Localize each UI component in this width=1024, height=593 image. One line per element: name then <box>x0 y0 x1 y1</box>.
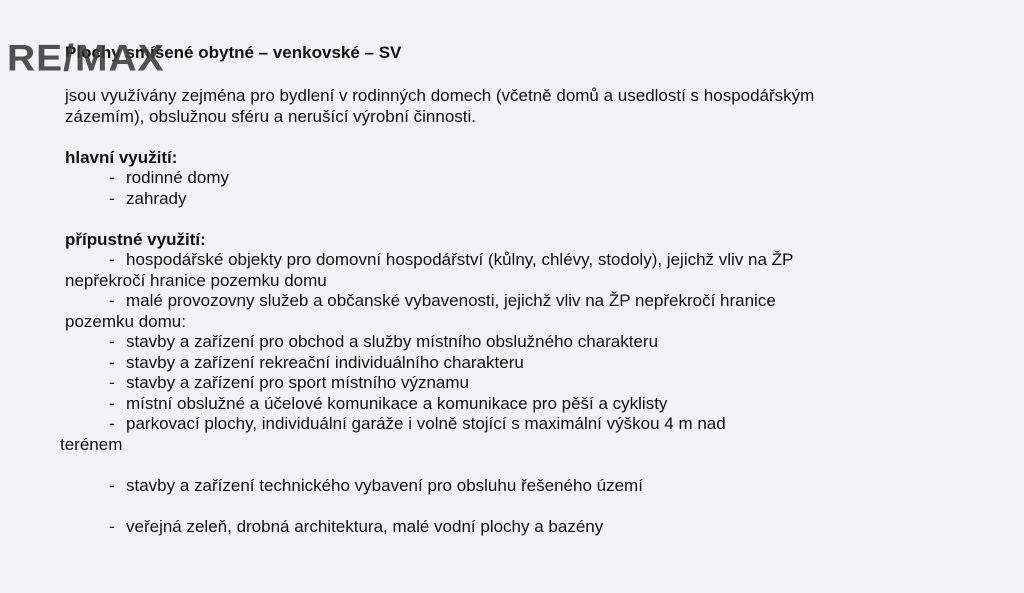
bullet-dash: - <box>109 250 115 269</box>
bullet-dash: - <box>109 188 115 208</box>
list-item-text: stavby a zařízení pro obchod a služby místního obslužného charakteru <box>126 332 659 351</box>
document-body <box>60 86 945 537</box>
list-item-text: rodinné domy <box>126 168 230 187</box>
page-title: Plochy smíšené obytné – venkovské – SV <box>65 43 402 62</box>
list-item-text: malé provozovny služeb a občanské vybavenosti, jejichž vliv na ŽP nepřekročí hranice <box>126 291 776 310</box>
spacer <box>65 209 945 230</box>
bullet-dash: - <box>109 475 115 495</box>
list-item <box>65 476 945 497</box>
bullet-dash: - <box>109 516 115 536</box>
list-item-text: veřejná zeleň, drobná architektura, malé vodní plochy a bazény <box>126 516 604 536</box>
bullet-dash: - <box>109 332 115 351</box>
list-item-text: stavby a zařízení rekreační individuálního charakteru <box>126 352 524 372</box>
bullet-dash: - <box>109 352 115 372</box>
list-item-continuation: nepřekročí hranice pozemku domu <box>65 270 327 290</box>
list-item-continuation: terénem <box>60 434 123 454</box>
bullet-dash: - <box>109 373 115 392</box>
list-item-text: hospodářské objekty pro domovní hospodářství (kůlny, chlévy, stodoly), jejichž vliv na ŽP <box>126 250 794 269</box>
list-item <box>65 394 945 415</box>
spacer <box>65 455 945 476</box>
list-item-text: místní obslužné a účelové komunikace a komunikace pro pěší a cyklisty <box>126 393 668 413</box>
bullet-dash: - <box>109 414 115 433</box>
allowed-use-heading: přípustné využití: <box>65 229 206 249</box>
bullet-dash: - <box>109 291 115 310</box>
remax-logo: RE/MAX <box>7 38 165 79</box>
bullet-dash: - <box>109 393 115 413</box>
intro-line: zázemím), obslužnou sféru a nerušící výrobní činnosti. <box>65 106 477 126</box>
list-item-text: stavby a zařízení technického vybavení pro obsluhu řešeného území <box>126 475 643 495</box>
list-item <box>65 168 945 189</box>
list-item <box>65 414 945 435</box>
list-item-continuation: pozemku domu: <box>65 311 186 331</box>
spacer <box>65 496 945 517</box>
list-item-text: parkovací plochy, individuální garáže i volně stojící s maximální výškou 4 m nad <box>126 414 726 433</box>
list-item <box>65 250 945 271</box>
main-use-heading: hlavní využití: <box>65 147 178 167</box>
list-item <box>65 189 945 210</box>
list-item <box>65 353 945 374</box>
list-item-text: stavby a zařízení pro sport místního významu <box>126 373 469 392</box>
spacer <box>65 127 945 148</box>
list-item <box>65 291 945 312</box>
list-item <box>65 373 945 394</box>
intro-line: jsou využívány zejména pro bydlení v rodinných domech (včetně domů a usedlostí s hospodářským <box>65 86 815 105</box>
bullet-dash: - <box>109 168 115 187</box>
list-item <box>65 517 945 538</box>
list-item-text: zahrady <box>126 188 187 208</box>
list-item <box>65 332 945 353</box>
